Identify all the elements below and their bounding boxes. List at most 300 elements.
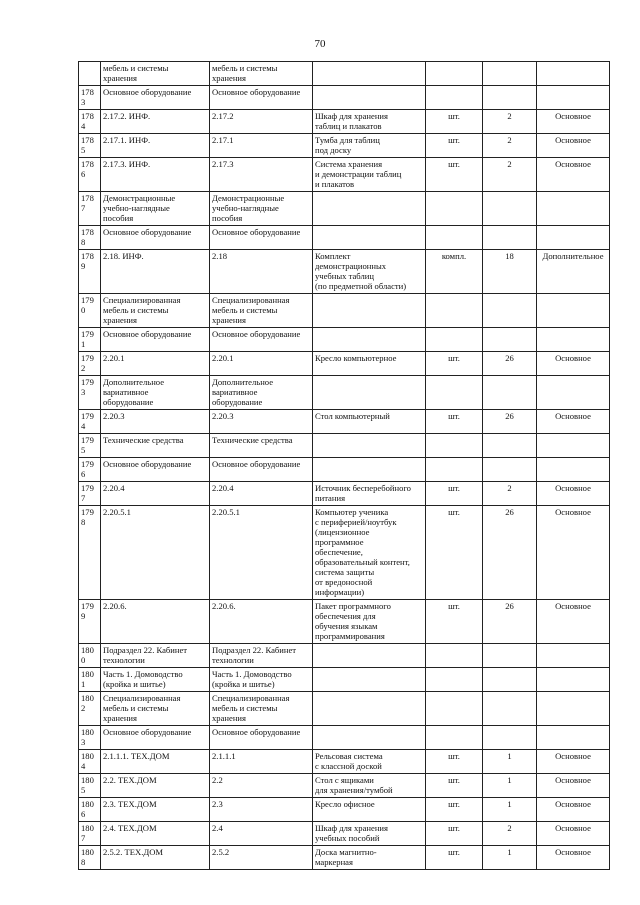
code-cell-text: Основное оборудование [103, 329, 192, 339]
code-cell [101, 410, 210, 434]
code-cell-text: 2.17.1. ИНФ. [103, 135, 151, 145]
table-row [79, 668, 610, 692]
equipment-type-cell [537, 726, 610, 750]
section-name-cell [210, 110, 313, 134]
item-name-cell [313, 482, 426, 506]
quantity-cell-text: 2 [507, 483, 512, 493]
row-number-cell [79, 798, 101, 822]
table-row [79, 294, 610, 328]
unit-cell [426, 668, 483, 692]
unit-cell [426, 482, 483, 506]
equipment-type-cell-text: Основное [555, 775, 591, 785]
quantity-cell-text: 1 [507, 847, 512, 857]
item-name-cell [313, 458, 426, 482]
section-name-cell [210, 668, 313, 692]
section-name-cell [210, 376, 313, 410]
unit-cell [426, 600, 483, 644]
table-row [79, 352, 610, 376]
code-cell-text: 2.20.1 [103, 353, 125, 363]
row-number-cell-text: 1803 [81, 727, 94, 747]
table-row [79, 192, 610, 226]
code-cell-text: Основное оборудование [103, 227, 192, 237]
unit-cell [426, 158, 483, 192]
equipment-type-cell [537, 134, 610, 158]
row-number-cell-text: 1802 [81, 693, 94, 713]
unit-cell [426, 644, 483, 668]
quantity-cell [483, 226, 537, 250]
code-cell [101, 86, 210, 110]
code-cell-text: Дополнительное вариативное оборудование [103, 377, 165, 407]
row-number-cell [79, 134, 101, 158]
quantity-cell [483, 600, 537, 644]
item-name-cell-text: Стол с ящиками для хранения/тумбой [315, 775, 393, 795]
section-name-cell [210, 822, 313, 846]
section-name-cell-text: Специализированная мебель и системы хранения [212, 693, 290, 723]
section-name-cell-text: 2.20.1 [212, 353, 234, 363]
section-name-cell-text: Основное оборудование [212, 459, 301, 469]
equipment-type-cell [537, 62, 610, 86]
quantity-cell [483, 62, 537, 86]
row-number-cell-text: 1784 [81, 111, 94, 131]
equipment-type-cell [537, 328, 610, 352]
item-name-cell [313, 250, 426, 294]
unit-cell [426, 134, 483, 158]
quantity-cell [483, 726, 537, 750]
equipment-type-cell [537, 644, 610, 668]
equipment-type-cell [537, 458, 610, 482]
item-name-cell-text: Доска магнитно- маркерная [315, 847, 377, 867]
item-name-cell [313, 352, 426, 376]
quantity-cell [483, 294, 537, 328]
quantity-cell [483, 644, 537, 668]
equipment-type-cell-text: Дополнительное [542, 251, 604, 261]
row-number-cell [79, 294, 101, 328]
row-number-cell-text: 1807 [81, 823, 94, 843]
equipment-type-cell-text: Основное [555, 159, 591, 169]
code-cell [101, 774, 210, 798]
row-number-cell-text: 1801 [81, 669, 94, 689]
item-name-cell [313, 644, 426, 668]
unit-cell [426, 294, 483, 328]
code-cell [101, 134, 210, 158]
unit-cell [426, 798, 483, 822]
unit-cell [426, 110, 483, 134]
item-name-cell [313, 600, 426, 644]
code-cell [101, 600, 210, 644]
table-row [79, 86, 610, 110]
unit-cell-text: шт. [448, 135, 460, 145]
row-number-cell-text: 1808 [81, 847, 94, 867]
item-name-cell [313, 376, 426, 410]
section-name-cell-text: 2.20.4 [212, 483, 234, 493]
item-name-cell-text: Пакет программного обеспечения для обучения языкам программирования [315, 601, 391, 641]
unit-cell [426, 726, 483, 750]
unit-cell-text: шт. [448, 847, 460, 857]
item-name-cell [313, 192, 426, 226]
equipment-type-cell [537, 774, 610, 798]
row-number-cell [79, 726, 101, 750]
table-row [79, 506, 610, 600]
item-name-cell [313, 134, 426, 158]
equipment-type-cell [537, 226, 610, 250]
row-number-cell-text: 1786 [81, 159, 94, 179]
table-row [79, 750, 610, 774]
equipment-type-cell-text: Основное [555, 751, 591, 761]
equipment-type-cell-text: Основное [555, 411, 591, 421]
equipment-type-cell [537, 750, 610, 774]
code-cell [101, 110, 210, 134]
unit-cell [426, 750, 483, 774]
section-name-cell [210, 600, 313, 644]
row-number-cell [79, 62, 101, 86]
item-name-cell-text: Стол компьютерный [315, 411, 390, 421]
equipment-type-cell [537, 600, 610, 644]
row-number-cell-text: 1785 [81, 135, 94, 155]
row-number-cell [79, 226, 101, 250]
item-name-cell [313, 62, 426, 86]
code-cell-text: Специализированная мебель и системы хранения [103, 295, 181, 325]
equipment-type-cell-text: Основное [555, 601, 591, 611]
equipment-type-cell [537, 86, 610, 110]
section-name-cell [210, 192, 313, 226]
row-number-cell-text: 1787 [81, 193, 94, 213]
table-row [79, 644, 610, 668]
equipment-table [78, 61, 610, 870]
unit-cell-text: шт. [448, 601, 460, 611]
quantity-cell-text: 1 [507, 751, 512, 761]
item-name-cell [313, 774, 426, 798]
quantity-cell-text: 1 [507, 799, 512, 809]
code-cell-text: 2.20.6. [103, 601, 127, 611]
row-number-cell-text: 1792 [81, 353, 94, 373]
item-name-cell [313, 410, 426, 434]
code-cell [101, 376, 210, 410]
quantity-cell [483, 482, 537, 506]
code-cell-text: Основное оборудование [103, 727, 192, 737]
section-name-cell [210, 294, 313, 328]
item-name-cell-text: Система хранения и демонстрации таблиц и плакатов [315, 159, 402, 189]
code-cell [101, 458, 210, 482]
section-name-cell [210, 798, 313, 822]
equipment-type-cell-text: Основное [555, 135, 591, 145]
section-name-cell-text: Часть 1. Домоводство (кройка и шитье) [212, 669, 292, 689]
code-cell [101, 750, 210, 774]
table-body [79, 62, 610, 870]
section-name-cell-text: Основное оборудование [212, 87, 301, 97]
section-name-cell-text: 2.17.3 [212, 159, 234, 169]
equipment-type-cell [537, 506, 610, 600]
row-number-cell-text: 1797 [81, 483, 94, 503]
section-name-cell [210, 352, 313, 376]
code-cell [101, 62, 210, 86]
code-cell-text: Технические средства [103, 435, 184, 445]
item-name-cell-text: Тумба для таблиц под доску [315, 135, 380, 155]
table-row [79, 226, 610, 250]
row-number-cell [79, 600, 101, 644]
unit-cell [426, 458, 483, 482]
code-cell-text: Основное оборудование [103, 459, 192, 469]
section-name-cell-text: 2.18 [212, 251, 228, 261]
table-row [79, 846, 610, 870]
section-name-cell [210, 62, 313, 86]
quantity-cell [483, 506, 537, 600]
row-number-cell [79, 410, 101, 434]
quantity-cell-text: 2 [507, 111, 512, 121]
row-number-cell [79, 352, 101, 376]
item-name-cell [313, 726, 426, 750]
table-row [79, 434, 610, 458]
unit-cell [426, 328, 483, 352]
row-number-cell [79, 506, 101, 600]
row-number-cell [79, 158, 101, 192]
code-cell-text: Подраздел 22. Кабинет технологии [103, 645, 188, 665]
equipment-type-cell [537, 250, 610, 294]
code-cell-text: 2.2. ТЕХ.ДОМ [103, 775, 157, 785]
quantity-cell [483, 110, 537, 134]
unit-cell [426, 822, 483, 846]
table-row [79, 110, 610, 134]
quantity-cell [483, 192, 537, 226]
quantity-cell-text: 2 [507, 823, 512, 833]
quantity-cell [483, 158, 537, 192]
equipment-type-cell [537, 434, 610, 458]
unit-cell-text: шт. [448, 507, 460, 517]
section-name-cell [210, 846, 313, 870]
item-name-cell [313, 668, 426, 692]
item-name-cell [313, 750, 426, 774]
unit-cell-text: шт. [448, 775, 460, 785]
code-cell-text: 2.20.5.1 [103, 507, 131, 517]
unit-cell-text: шт. [448, 799, 460, 809]
row-number-cell-text: 1783 [81, 87, 94, 107]
quantity-cell-text: 26 [505, 353, 514, 363]
equipment-type-cell [537, 846, 610, 870]
row-number-cell-text: 1788 [81, 227, 94, 247]
item-name-cell [313, 846, 426, 870]
quantity-cell [483, 668, 537, 692]
table-row [79, 774, 610, 798]
item-name-cell-text: Кресло компьютерное [315, 353, 397, 363]
equipment-type-cell-text: Основное [555, 823, 591, 833]
quantity-cell [483, 86, 537, 110]
row-number-cell [79, 458, 101, 482]
equipment-type-cell-text: Основное [555, 111, 591, 121]
table-row [79, 62, 610, 86]
section-name-cell [210, 328, 313, 352]
code-cell-text: Специализированная мебель и системы хранения [103, 693, 181, 723]
item-name-cell-text: Источник бесперебойного питания [315, 483, 411, 503]
code-cell [101, 644, 210, 668]
equipment-type-cell [537, 110, 610, 134]
item-name-cell [313, 822, 426, 846]
unit-cell [426, 226, 483, 250]
section-name-cell-text: 2.20.5.1 [212, 507, 240, 517]
row-number-cell-text: 1793 [81, 377, 94, 397]
quantity-cell [483, 774, 537, 798]
code-cell-text: 2.17.2. ИНФ. [103, 111, 151, 121]
section-name-cell-text: 2.1.1.1 [212, 751, 236, 761]
unit-cell [426, 774, 483, 798]
table-row [79, 822, 610, 846]
quantity-cell [483, 328, 537, 352]
quantity-cell [483, 410, 537, 434]
section-name-cell [210, 226, 313, 250]
quantity-cell [483, 822, 537, 846]
equipment-type-cell [537, 822, 610, 846]
quantity-cell-text: 26 [505, 507, 514, 517]
section-name-cell-text: 2.3 [212, 799, 223, 809]
equipment-type-cell [537, 668, 610, 692]
section-name-cell-text: Основное оборудование [212, 329, 301, 339]
quantity-cell [483, 352, 537, 376]
table-row [79, 376, 610, 410]
unit-cell-text: компл. [441, 251, 467, 261]
row-number-cell [79, 482, 101, 506]
equipment-type-cell [537, 192, 610, 226]
section-name-cell [210, 692, 313, 726]
code-cell [101, 352, 210, 376]
code-cell-text: 2.18. ИНФ. [103, 251, 144, 261]
equipment-type-cell [537, 798, 610, 822]
item-name-cell [313, 226, 426, 250]
item-name-cell [313, 294, 426, 328]
quantity-cell [483, 750, 537, 774]
unit-cell-text: шт. [448, 353, 460, 363]
section-name-cell-text: 2.20.6. [212, 601, 236, 611]
unit-cell [426, 352, 483, 376]
item-name-cell-text: Кресло офисное [315, 799, 375, 809]
section-name-cell-text: Специализированная мебель и системы хранения [212, 295, 290, 325]
section-name-cell-text: Технические средства [212, 435, 293, 445]
row-number-cell-text: 1800 [81, 645, 94, 665]
unit-cell [426, 192, 483, 226]
table-row [79, 726, 610, 750]
row-number-cell [79, 250, 101, 294]
item-name-cell [313, 110, 426, 134]
unit-cell-text: шт. [448, 751, 460, 761]
item-name-cell-text: Рельсовая система с классной доской [315, 751, 383, 771]
code-cell [101, 692, 210, 726]
row-number-cell [79, 86, 101, 110]
row-number-cell-text: 1798 [81, 507, 94, 527]
row-number-cell-text: 1796 [81, 459, 94, 479]
table-row [79, 692, 610, 726]
quantity-cell-text: 2 [507, 159, 512, 169]
equipment-type-cell [537, 352, 610, 376]
equipment-type-cell-text: Основное [555, 799, 591, 809]
section-name-cell-text: Дополнительное вариативное оборудование [212, 377, 274, 407]
code-cell [101, 668, 210, 692]
table-row [79, 600, 610, 644]
code-cell-text: 2.20.4 [103, 483, 125, 493]
code-cell [101, 506, 210, 600]
section-name-cell [210, 506, 313, 600]
quantity-cell [483, 250, 537, 294]
row-number-cell-text: 1794 [81, 411, 94, 431]
quantity-cell [483, 376, 537, 410]
section-name-cell-text: Основное оборудование [212, 227, 301, 237]
code-cell [101, 192, 210, 226]
section-name-cell-text: 2.17.1 [212, 135, 234, 145]
equipment-type-cell-text: Основное [555, 847, 591, 857]
unit-cell [426, 410, 483, 434]
quantity-cell-text: 1 [507, 775, 512, 785]
row-number-cell [79, 692, 101, 726]
section-name-cell-text: 2.2 [212, 775, 223, 785]
page-number: 70 [314, 38, 326, 50]
quantity-cell-text: 26 [505, 601, 514, 611]
item-name-cell [313, 506, 426, 600]
item-name-cell [313, 86, 426, 110]
unit-cell-text: шт. [448, 159, 460, 169]
item-name-cell [313, 158, 426, 192]
row-number-cell [79, 774, 101, 798]
code-cell-text: 2.17.3. ИНФ. [103, 159, 151, 169]
row-number-cell [79, 846, 101, 870]
row-number-cell [79, 668, 101, 692]
section-name-cell [210, 482, 313, 506]
row-number-cell-text: 1804 [81, 751, 94, 771]
code-cell-text: Основное оборудование [103, 87, 192, 97]
row-number-cell [79, 434, 101, 458]
code-cell [101, 328, 210, 352]
table-row [79, 410, 610, 434]
unit-cell [426, 692, 483, 726]
equipment-type-cell-text: Основное [555, 353, 591, 363]
equipment-type-cell-text: Основное [555, 483, 591, 493]
item-name-cell-text: Шкаф для хранения таблиц и плакатов [315, 111, 388, 131]
quantity-cell [483, 434, 537, 458]
section-name-cell-text: Основное оборудование [212, 727, 301, 737]
section-name-cell [210, 774, 313, 798]
code-cell-text: 2.5.2. ТЕХ.ДОМ [103, 847, 164, 857]
quantity-cell [483, 458, 537, 482]
unit-cell-text: шт. [448, 411, 460, 421]
section-name-cell-text: Демонстрационные учебно-наглядные пособия [212, 193, 285, 223]
unit-cell-text: шт. [448, 111, 460, 121]
row-number-cell [79, 376, 101, 410]
table-row [79, 482, 610, 506]
row-number-cell [79, 644, 101, 668]
item-name-cell [313, 328, 426, 352]
row-number-cell-text: 1789 [81, 251, 94, 271]
section-name-cell-text: Подраздел 22. Кабинет технологии [212, 645, 297, 665]
unit-cell-text: шт. [448, 483, 460, 493]
table-row [79, 328, 610, 352]
code-cell-text: Часть 1. Домоводство (кройка и шитье) [103, 669, 183, 689]
code-cell [101, 226, 210, 250]
code-cell [101, 846, 210, 870]
quantity-cell-text: 2 [507, 135, 512, 145]
row-number-cell [79, 822, 101, 846]
code-cell-text: 2.20.3 [103, 411, 125, 421]
section-name-cell-text: 2.17.2 [212, 111, 234, 121]
row-number-cell [79, 192, 101, 226]
section-name-cell [210, 158, 313, 192]
quantity-cell [483, 798, 537, 822]
item-name-cell-text: Комплект демонстрационных учебных таблиц (по предметной области) [315, 251, 407, 291]
code-cell-text: 2.3. ТЕХ.ДОМ [103, 799, 157, 809]
section-name-cell [210, 134, 313, 158]
table-row [79, 158, 610, 192]
row-number-cell [79, 328, 101, 352]
quantity-cell [483, 692, 537, 726]
item-name-cell [313, 798, 426, 822]
table-row [79, 250, 610, 294]
unit-cell-text: шт. [448, 823, 460, 833]
section-name-cell [210, 434, 313, 458]
code-cell [101, 434, 210, 458]
